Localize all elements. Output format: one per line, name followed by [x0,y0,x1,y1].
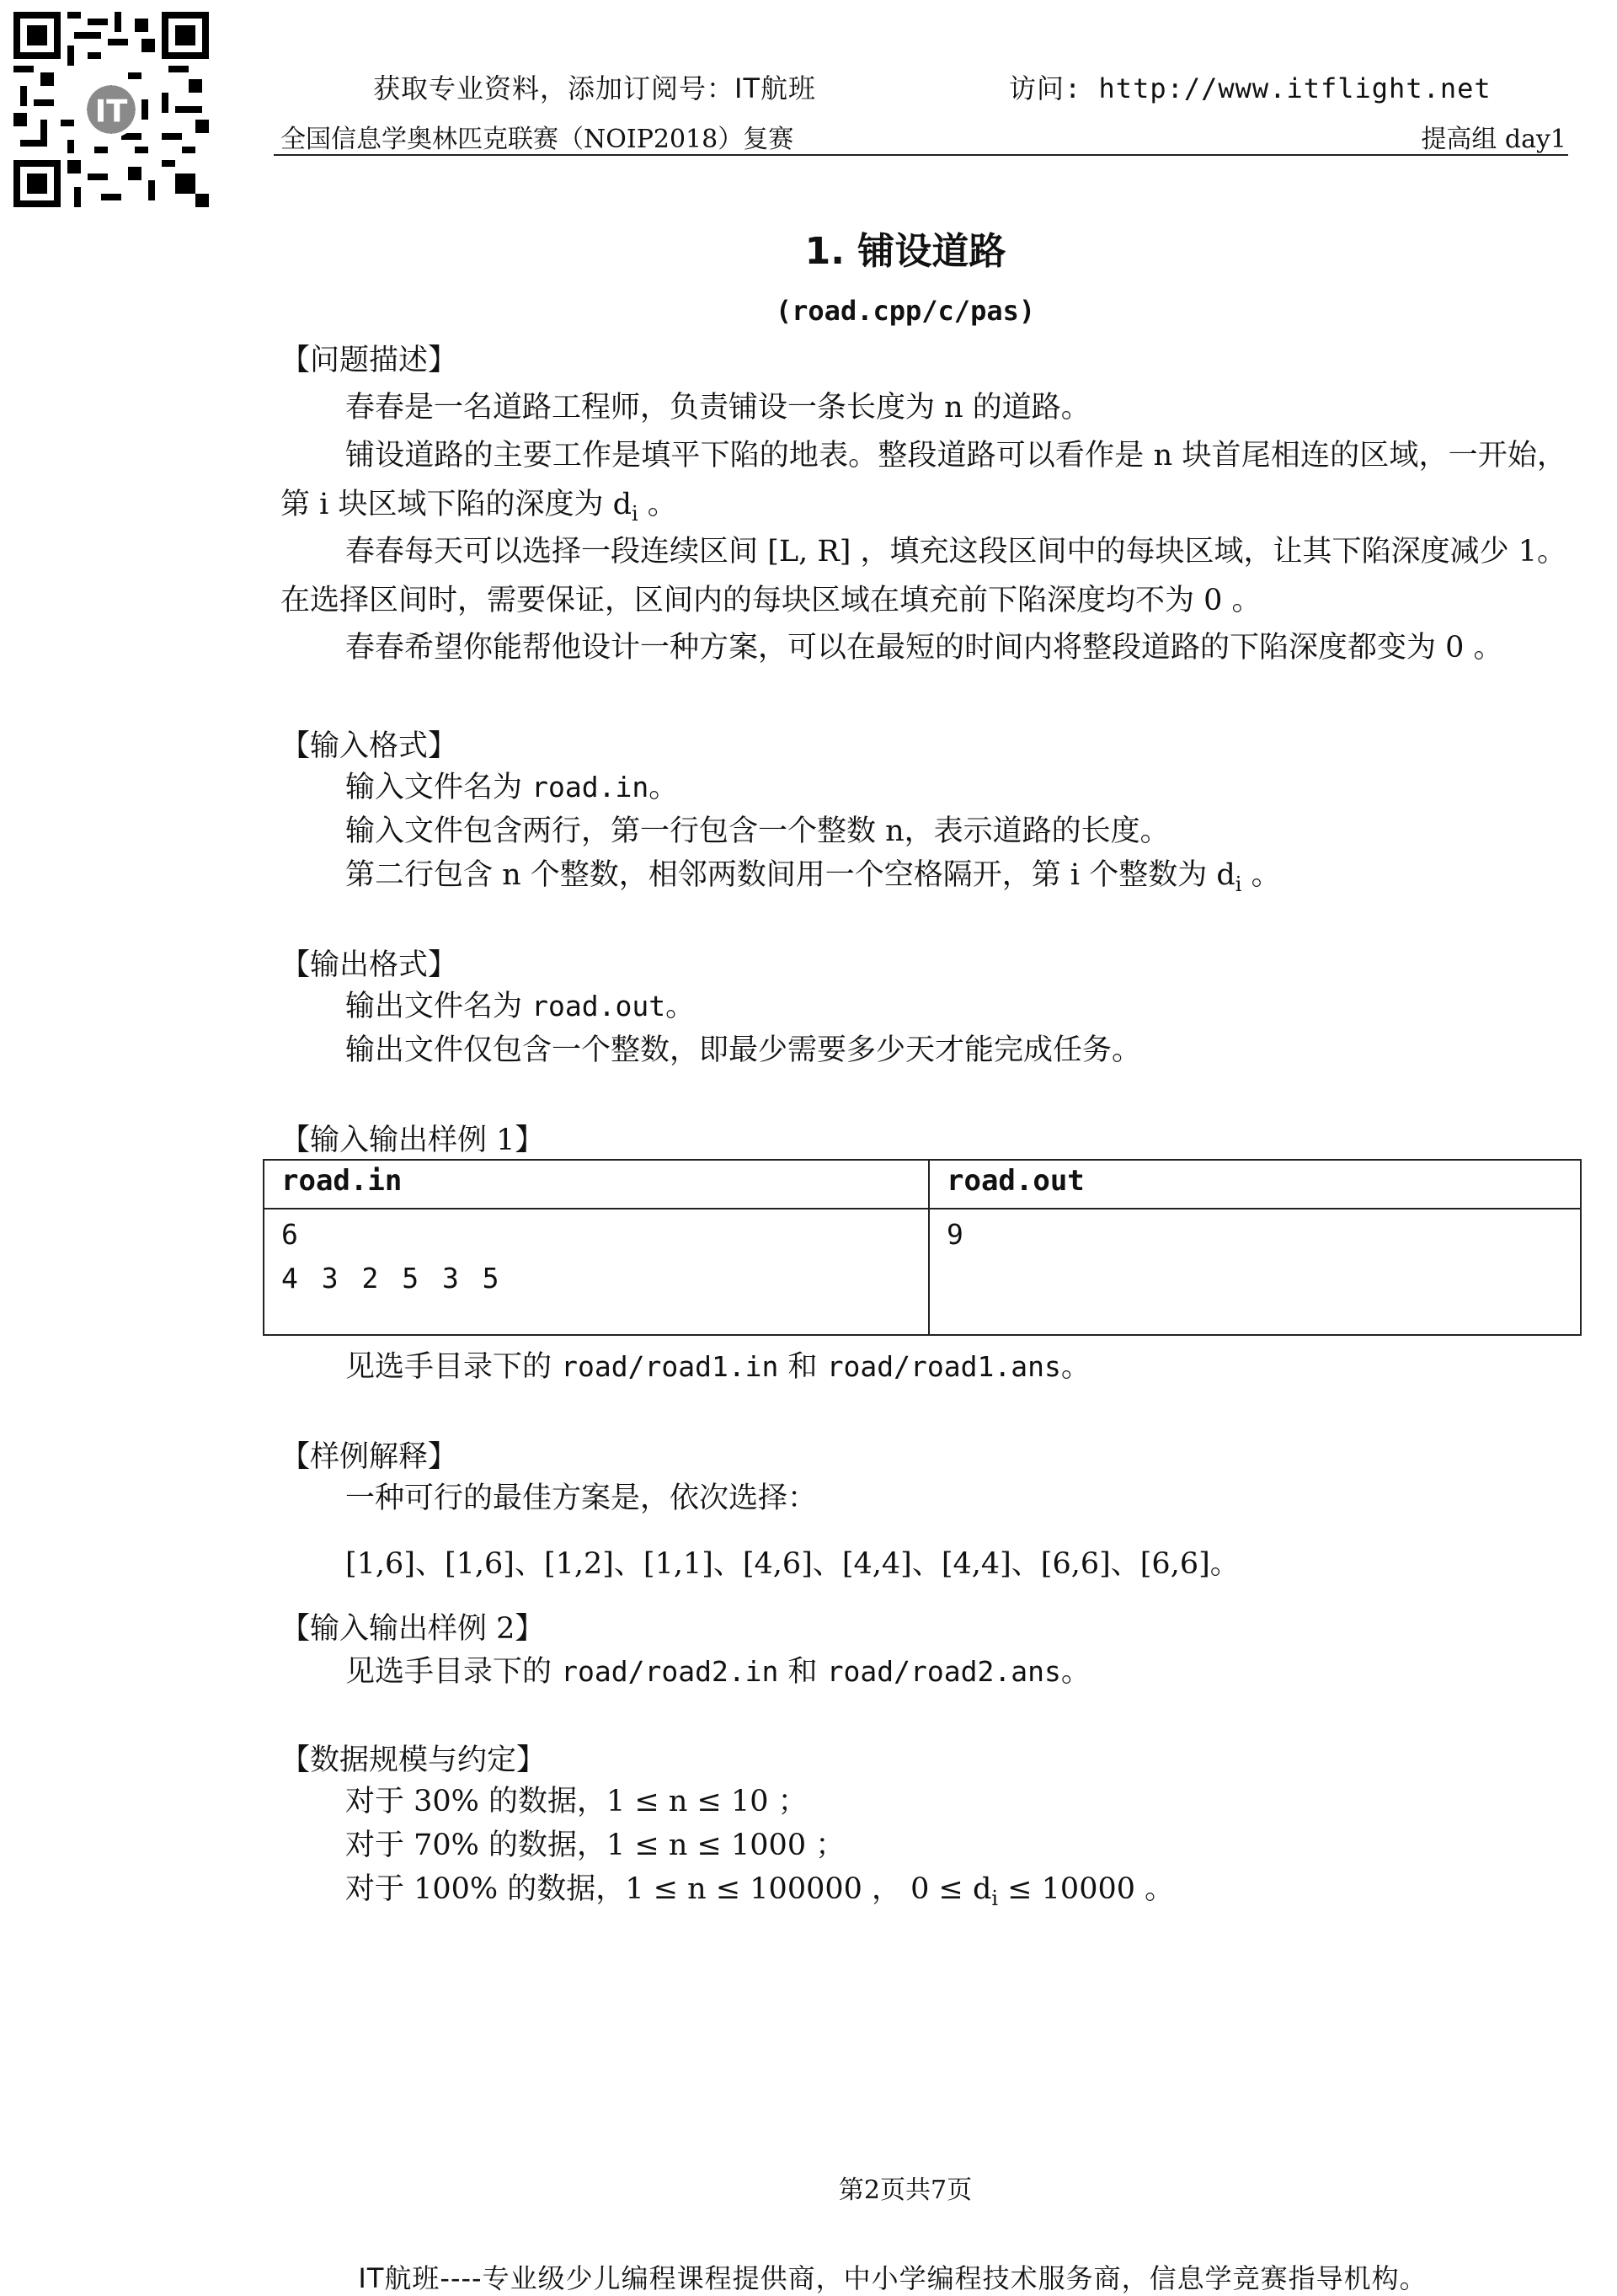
explanation-line2: [1,6]、[1,6]、[1,2]、[1,1]、[4,6]、[4,4]、[4,4]、[6,6]、[6,6]。 [345,1547,1240,1581]
sample1-output-cell [929,1209,1581,1335]
qr-code-image [13,12,209,207]
description-p1: 春春是一名道路工程师，负责铺设一条长度为 n 的道路。 [345,391,1091,424]
running-header-contest: 全国信息学奥林匹克联赛（NOIP2018）复赛 [280,125,794,154]
explanation-line1: 一种可行的最佳方案是，依次选择： [345,1482,818,1515]
page-number: 第2页共7页 [838,2176,973,2205]
header-divider [274,154,1568,156]
problem-title: 1. 铺设道路 [804,230,1006,273]
input-format-line3: 第二行包含 n 个整数，相邻两数间用一个空格隔开，第 i 个整数为 $d_i$ 。 [345,858,1281,896]
explanation-heading: 【样例解释】 [280,1440,458,1474]
sample1-heading: 【输入输出样例 1】 [280,1124,545,1157]
promo-website-text: 访问: http://www.itflight.net [1009,72,1492,104]
input-format-line2: 输入文件包含两行，第一行包含一个整数 n，表示道路的长度。 [345,814,1170,848]
running-header-group: 提高组 day1 [1421,125,1566,154]
svg-text:IT: IT [94,93,128,130]
constraints-line1: 对于 30% 的数据，1 ≤ n ≤ 10 ； [345,1785,808,1818]
sample2-note: 见选手目录下的 road/road2.in 和 road/road2.ans。 [345,1655,1091,1689]
sample1-input-header: road.in [264,1160,929,1209]
constraints-line3: 对于 100% 的数据，1 ≤ n ≤ 100000 ， $0 \le d_i \le 10000$ 。 [345,1872,1175,1910]
sample1-input-cell [264,1209,929,1335]
output-format-line1: 输出文件名为 road.out。 [345,990,696,1023]
input-format-line1: 输入文件名为 road.in。 [345,771,679,804]
promo-subscribe-text: 获取专业资料，添加订阅号：IT航班 [373,72,816,104]
problem-file-names: (road.cpp/c/pas) [775,295,1036,327]
description-heading: 【问题描述】 [280,344,458,377]
description-p2: 铺设道路的主要工作是填平下陷的地表。整段道路可以看作是 n 块首尾相连的区域，一开始，第 i 块区域下陷的深度为 $d_i$ 。 [280,439,1566,526]
constraints-line2: 对于 70% 的数据，1 ≤ n ≤ 1000 ； [345,1829,846,1862]
description-p3: 春春每天可以选择一段连续区间 [L, R] ，填充这段区间中的每块区域，让其下陷深度减少 1。在选择区间时，需要保证，区间内的每块区域在填充前下陷深度均不为 0 。 [280,535,1566,617]
description-p4: 春春希望你能帮他设计一种方案，可以在最短的时间内将整段道路的下陷深度都变为 0 。 [345,631,1503,665]
sample2-heading: 【输入输出样例 2】 [280,1612,545,1646]
sample1-output-line1: 9 [947,1218,963,1251]
input-format-heading: 【输入格式】 [280,729,458,763]
constraints-heading: 【数据规模与约定】 [280,1743,547,1777]
footer-tagline: IT航班----专业级少儿编程课程提供商，中小学编程技术服务商，信息学竞赛指导机构。 [358,2262,1428,2294]
sample1-note: 见选手目录下的 road/road1.in 和 road/road1.ans。 [345,1350,1091,1384]
sample1-input-line2: 4 3 2 5 3 5 [281,1262,499,1295]
sample1-input-line1: 6 [281,1218,298,1251]
sample1-table [263,1159,1582,1336]
output-format-heading: 【输出格式】 [280,948,458,982]
sample1-output-header: road.out [929,1160,1581,1209]
output-format-line2: 输出文件仅包含一个整数，即最少需要多少天才能完成任务。 [345,1033,1142,1067]
